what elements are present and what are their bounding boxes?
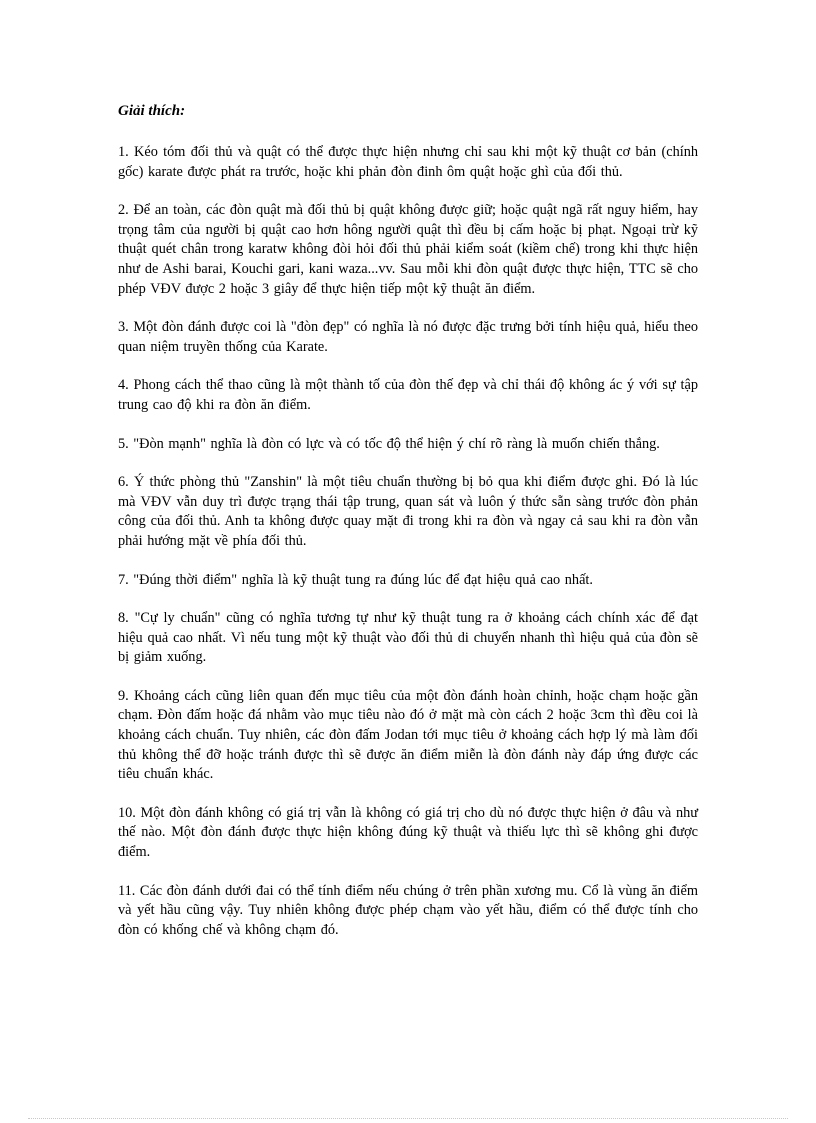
paragraph-3: 3. Một đòn đánh được coi là "đòn đẹp" có nghĩa là nó được đặc trưng bởi tính hiệu quả, hiểu theo quan niệm truyền thống của Karate. xyxy=(118,319,698,355)
section-heading: Giải thích: xyxy=(118,103,186,119)
paragraph-4: 4. Phong cách thể thao cũng là một thành tố của đòn thế đẹp và chỉ thái độ không ác ý với sự tập trung cao độ khi ra đòn ăn điểm. xyxy=(118,377,698,413)
paragraph-1: 1. Kéo tóm đối thủ và quật có thể được thực hiện nhưng chỉ sau khi một kỹ thuật cơ bản (chính gốc) karate được phát ra trước, hoặc khi phản đòn đinh ôm quật hoặc ghì của đối thủ. xyxy=(118,144,698,180)
paragraph-9: 9. Khoảng cách cũng liên quan đến mục tiêu của một đòn đánh hoàn chỉnh, hoặc chạm hoặc gần chạm. Đòn đấm hoặc đá nhằm vào mục tiêu nào đó ở mặt mà còn cách 2 hoặc 3cm thì đều coi là khoảng cách chuẩn. Tuy nhiên, các đòn đấm Jodan tới mục tiêu ở khoảng cách hợp lý mà làm đối thủ không thể đỡ hoặc tránh được thì sẽ được ăn điểm miễn là đòn đánh này đáp ứng được các tiêu chuẩn khác. xyxy=(118,687,698,783)
paragraph-2: 2. Để an toàn, các đòn quật mà đối thủ bị quật không được giữ; hoặc quật ngã rất nguy hiểm, hay trọng tâm của người bị quật cao hơn hông người quật thì đều bị cấm hoặc bị phạt. Ngoại trừ kỹ thuật quét chân trong karatw không đòi hỏi đối thủ phải kiểm soát (kiềm chế) trong khi thực hiện như de Ashi barai, Kouchi gari, kani waza...vv. Sau mỗi khi đòn quật được thực hiện, TTC sẽ cho phép VĐV được 2 hoặc 3 giây để thực hiện tiếp một kỹ thuật ăn điểm. xyxy=(118,202,698,297)
document-page xyxy=(118,102,698,959)
paragraph-8: 8. "Cự ly chuẩn" cũng có nghĩa tương tự như kỹ thuật tung ra ở khoảng cách chính xác để đạt hiệu quả cao nhất. Vì nếu tung một kỹ thuật vào đối thủ di chuyển nhanh thì hiệu quả của đòn sẽ bị giảm xuống. xyxy=(118,610,698,666)
paragraph-7: 7. "Đúng thời điểm" nghĩa là kỹ thuật tung ra đúng lúc để đạt hiệu quả cao nhất. xyxy=(118,571,593,588)
paragraph-6: 6. Ý thức phòng thủ "Zanshin" là một tiêu chuẩn thường bị bỏ qua khi điểm được ghi. Đó là lúc mà VĐV vẫn duy trì được trạng thái tập trung, quan sát và luôn ý thức sẵn sàng trước đòn phản công của đối thủ. Anh ta không được quay mặt đi trong khi ra đòn và ngay cả sau khi ra đòn vẫn phải hướng mặt về phía đối thủ. xyxy=(118,474,698,549)
page-bottom-divider xyxy=(28,1118,788,1119)
paragraph-11: 11. Các đòn đánh dưới đai có thể tính điểm nếu chúng ở trên phần xương mu. Cổ là vùng ăn điểm và yết hầu cũng vậy. Tuy nhiên không được phép chạm vào yết hầu, điểm có thể được tính cho đòn có khống chế và không chạm đó. xyxy=(118,882,698,938)
paragraph-10: 10. Một đòn đánh không có giá trị vẫn là không có giá trị cho dù nó được thực hiện ở đâu và như thế nào. Một đòn đánh được thực hiện không đúng kỹ thuật và thiếu lực thì sẽ không ghi được điểm. xyxy=(118,804,698,861)
paragraph-5: 5. "Đòn mạnh" nghĩa là đòn có lực và có tốc độ thể hiện ý chí rõ ràng là muốn chiến thắng. xyxy=(118,435,660,452)
